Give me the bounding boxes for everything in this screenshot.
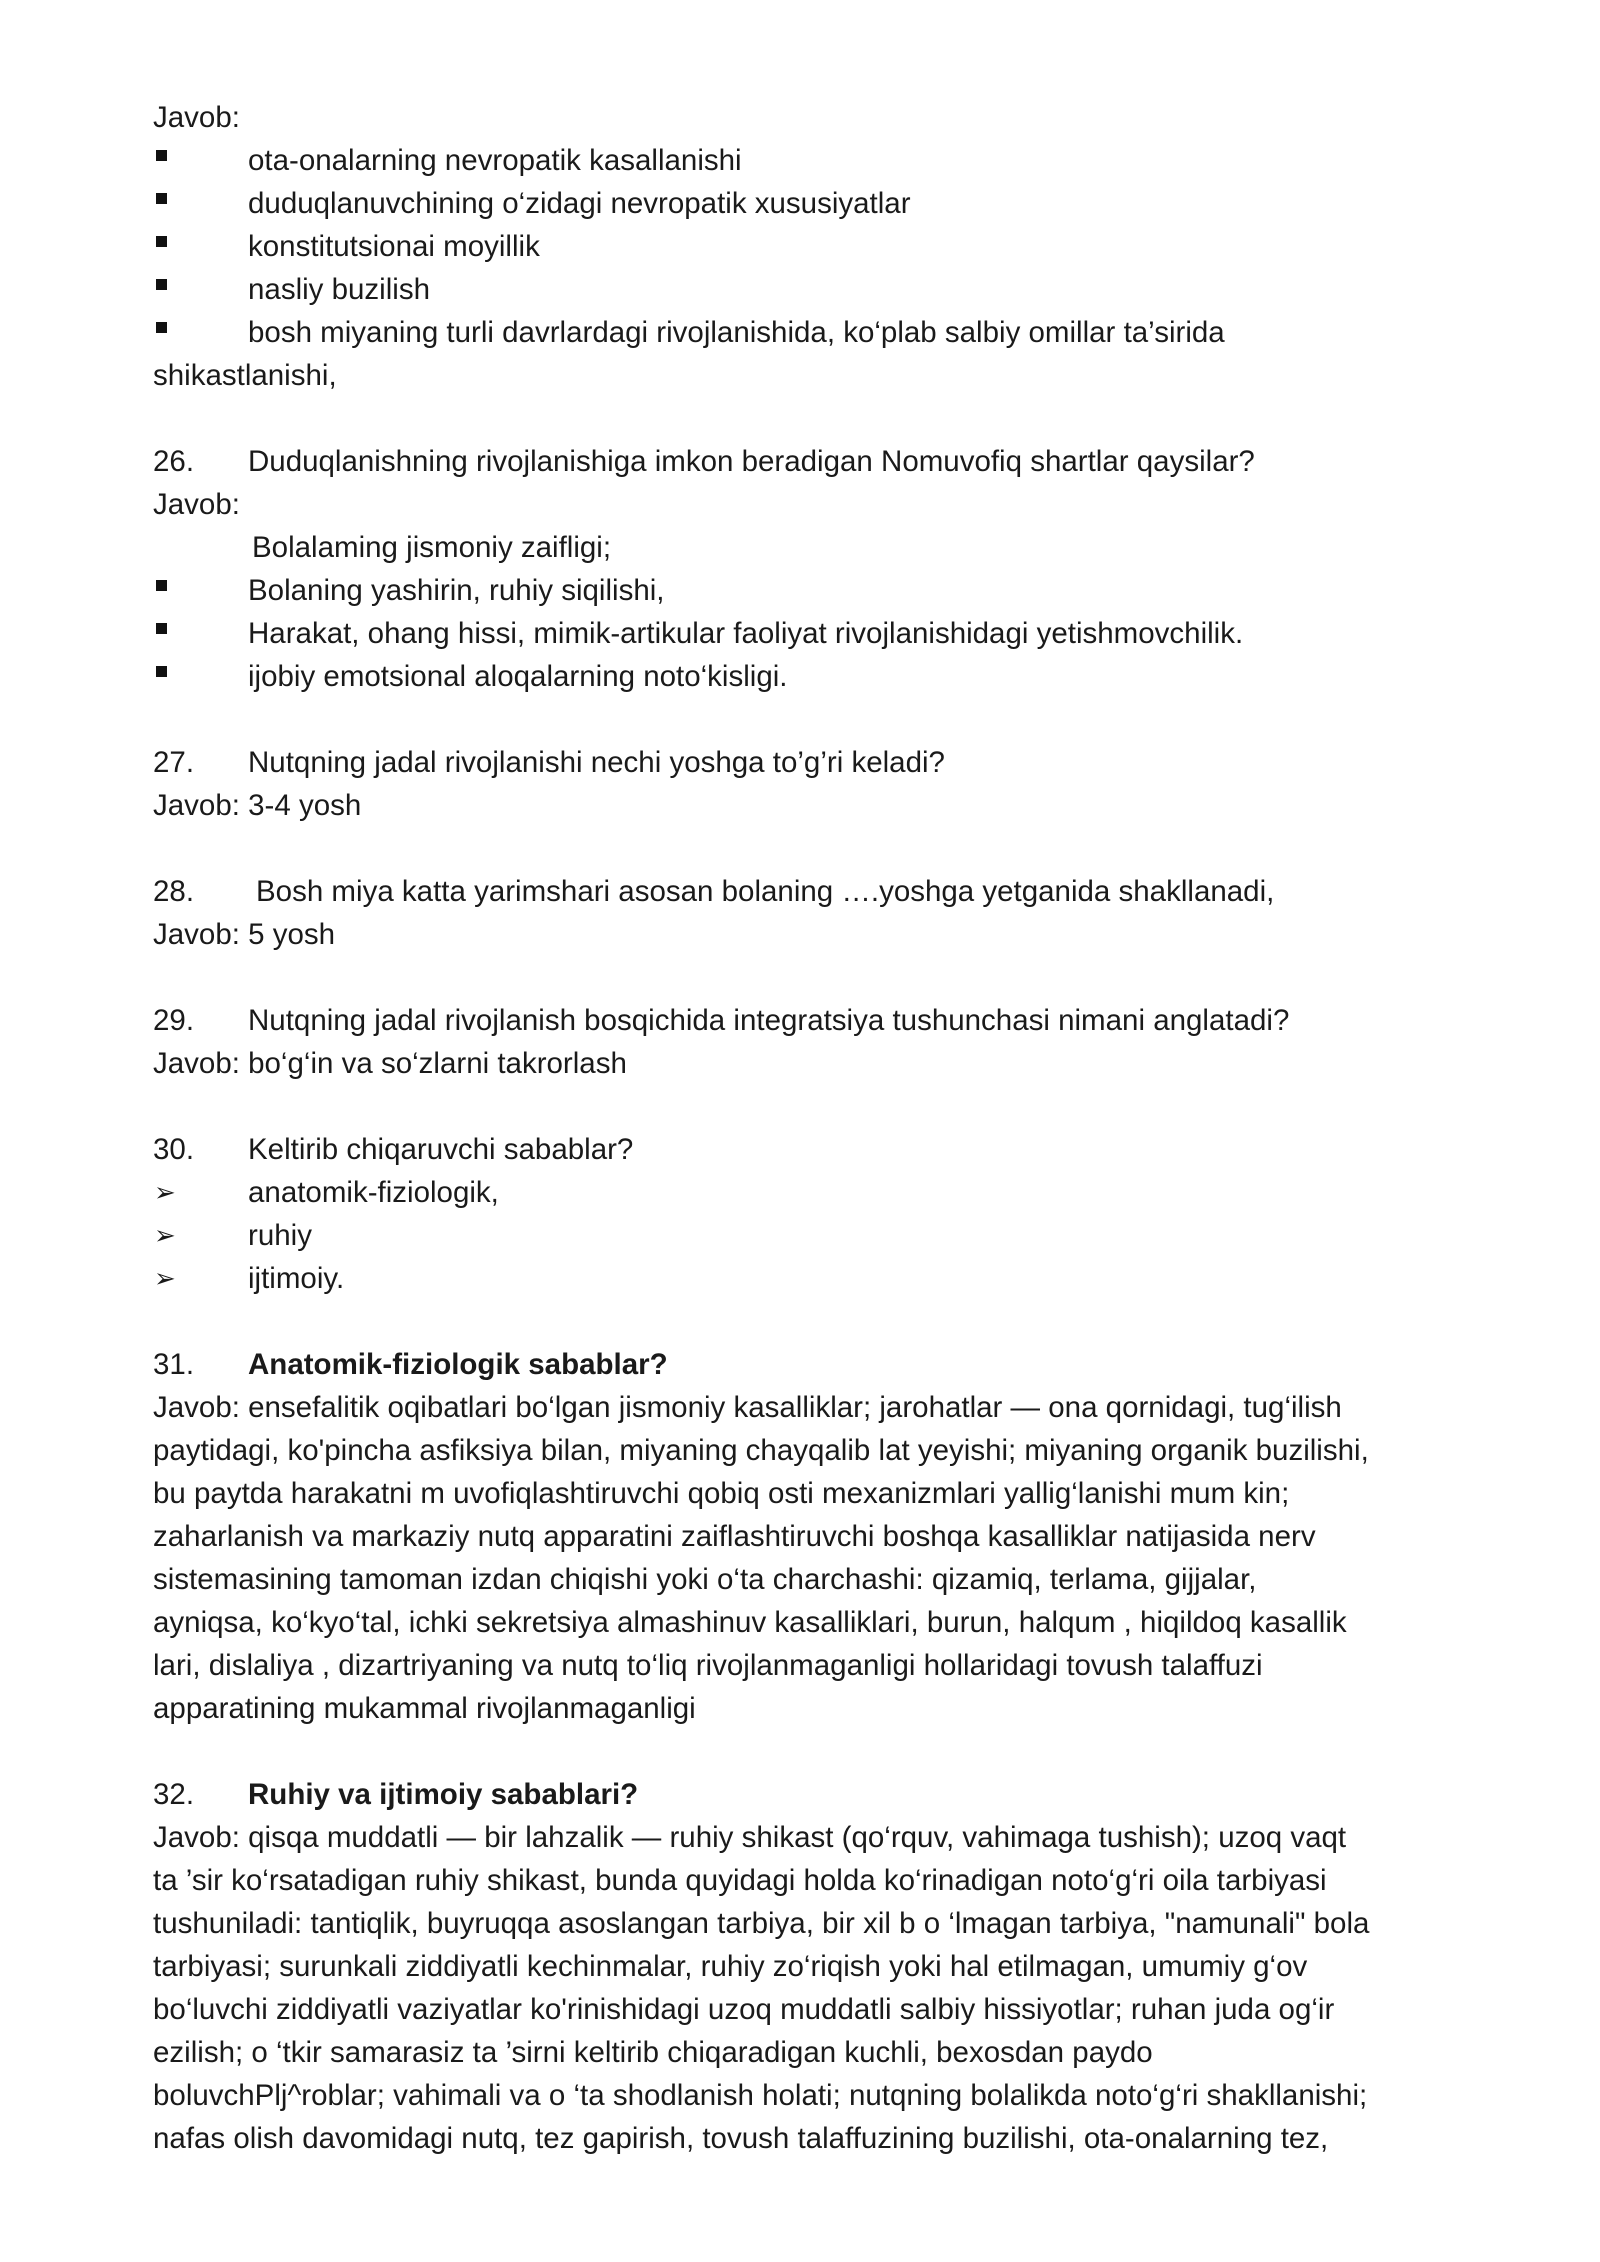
question-number: 26. bbox=[153, 445, 195, 478]
question-number: 31. bbox=[153, 1348, 195, 1381]
list-item: bosh miyaning turli davrlardagi rivojlanishida, ko‘plab salbiy omillar ta’sirida bbox=[248, 316, 1225, 349]
paragraph-line: sistemasining tamoman izdan chiqishi yoki o‘ta charchashi: qizamiq, terlama, gijjalar, bbox=[153, 1563, 1257, 1596]
paragraph-line: ayniqsa, ko‘kyo‘tal, ichki sekretsiya almashinuv kasalliklari, burun, halqum , hiqildoq kasallik bbox=[153, 1606, 1347, 1639]
question-text: Duduqlanishning rivojlanishiga imkon beradigan Nomuvofiq shartlar qaysilar? bbox=[248, 445, 1255, 478]
list-item: konstitutsionai moyillik bbox=[248, 230, 540, 263]
paragraph-line: lari, dislaliya , dizartriyaning va nutq to‘liq rivojlanmaganligi hollaridagi tovush talaffuzi bbox=[153, 1649, 1263, 1682]
answer-text: Javob: bo‘g‘in va so‘zlarni takrorlash bbox=[153, 1047, 627, 1080]
paragraph-line: boluvchPlj^roblar; vahimali va o ‘ta shodlanish holati; nutqning bolalikda noto‘g‘ri shakllanishi; bbox=[153, 2079, 1368, 2112]
list-item: anatomik-fiziologik, bbox=[248, 1176, 499, 1209]
square-bullet-icon bbox=[156, 322, 167, 333]
arrow-bullet-icon: ➢ bbox=[154, 1263, 176, 1293]
question-number: 27. bbox=[153, 746, 195, 779]
paragraph-line: Javob: qisqa muddatli — bir lahzalik — ruhiy shikast (qo‘rquv, vahimaga tushish); uzoq vaqt bbox=[153, 1821, 1347, 1854]
paragraph-line: bo‘luvchi ziddiyatli vaziyatlar ko'rinishidagi uzoq muddatli salbiy hissiyotlar; ruhan juda og‘ir bbox=[153, 1993, 1335, 2026]
square-bullet-icon bbox=[156, 236, 167, 247]
paragraph-line: nafas olish davomidagi nutq, tez gapirish, tovush talaffuzining buzilishi, ota-onalarning tez, bbox=[153, 2122, 1329, 2155]
question-number: 29. bbox=[153, 1004, 195, 1037]
list-item: duduqlanuvchining o‘zidagi nevropatik xususiyatlar bbox=[248, 187, 911, 220]
question-text: Ruhiy va ijtimoiy sabablari? bbox=[248, 1778, 639, 1811]
question-number: 32. bbox=[153, 1778, 195, 1811]
list-item: ijobiy emotsional aloqalarning noto‘kisligi. bbox=[248, 660, 788, 693]
square-bullet-icon bbox=[156, 666, 167, 677]
list-item: Harakat, ohang hissi, mimik-artikular faoliyat rivojlanishidagi yetishmovchilik. bbox=[248, 617, 1244, 650]
question-text: Nutqning jadal rivojlanishi nechi yoshga to’g’ri keladi? bbox=[248, 746, 945, 779]
answer-text: Javob: 3-4 yosh bbox=[153, 789, 362, 822]
list-item: ruhiy bbox=[248, 1219, 312, 1252]
paragraph-line: ezilish; o ‘tkir samarasiz ta ’sirni keltirib chiqaradigan kuchli, bexosdan paydo bbox=[153, 2036, 1153, 2069]
list-item: ota-onalarning nevropatik kasallanishi bbox=[248, 144, 742, 177]
question-number: 28. bbox=[153, 875, 195, 908]
square-bullet-icon bbox=[156, 193, 167, 204]
paragraph-line: tarbiyasi; surunkali ziddiyatli kechinmalar, ruhiy zo‘riqish yoki hal etilmagan, umumiy g‘ov bbox=[153, 1950, 1308, 1983]
arrow-bullet-icon: ➢ bbox=[154, 1177, 176, 1207]
list-item: ijtimoiy. bbox=[248, 1262, 345, 1295]
paragraph-line: apparatining mukammal rivojlanmaganligi bbox=[153, 1692, 696, 1725]
question-text: Nutqning jadal rivojlanish bosqichida integratsiya tushunchasi nimani anglatadi? bbox=[248, 1004, 1290, 1037]
arrow-bullet-icon: ➢ bbox=[154, 1220, 176, 1250]
paragraph-line: tushuniladi: tantiqlik, buyruqqa asoslangan tarbiya, bir xil b o ‘lmagan tarbiya, "namunali" bola bbox=[153, 1907, 1370, 1940]
question-number: 30. bbox=[153, 1133, 195, 1166]
list-item-continuation: shikastlanishi, bbox=[153, 359, 337, 392]
square-bullet-icon bbox=[156, 623, 167, 634]
question-text: Bosh miya katta yarimshari asosan bolaning ….yoshga yetganida shakllanadi, bbox=[256, 875, 1275, 908]
paragraph-line: Javob: ensefalitik oqibatlari bo‘lgan jismoniy kasalliklar; jarohatlar — ona qornidagi, tug‘ilish bbox=[153, 1391, 1342, 1424]
paragraph-line: paytidagi, ko'pincha asfiksiya bilan, miyaning chayqalib lat yeyishi; miyaning organik buzilishi, bbox=[153, 1434, 1369, 1467]
paragraph-line: bu paytda harakatni m uvofiqlashtiruvchi qobiq osti mexanizmlari yallig‘lanishi mum kin; bbox=[153, 1477, 1290, 1510]
paragraph-line: zaharlanish va markaziy nutq apparatini zaiflashtiruvchi boshqa kasalliklar natijasida nerv bbox=[153, 1520, 1316, 1553]
question-text: Keltirib chiqaruvchi sabablar? bbox=[248, 1133, 634, 1166]
answer-text: Javob: 5 yosh bbox=[153, 918, 336, 951]
square-bullet-icon bbox=[156, 580, 167, 591]
list-item: Bolaning yashirin, ruhiy siqilishi, bbox=[248, 574, 665, 607]
square-bullet-icon bbox=[156, 150, 167, 161]
answer-label: Javob: bbox=[153, 488, 240, 521]
question-text: Anatomik-fiziologik sabablar? bbox=[248, 1348, 668, 1381]
square-bullet-icon bbox=[156, 279, 167, 290]
list-item: nasliy buzilish bbox=[248, 273, 430, 306]
paragraph-line: ta ’sir ko‘rsatadigan ruhiy shikast, bunda quyidagi holda ko‘rinadigan noto‘g‘ri oila tarbiyasi bbox=[153, 1864, 1327, 1897]
answer-label: Javob: bbox=[153, 101, 240, 134]
list-item: Bolalaming jismoniy zaifligi; bbox=[252, 531, 612, 564]
